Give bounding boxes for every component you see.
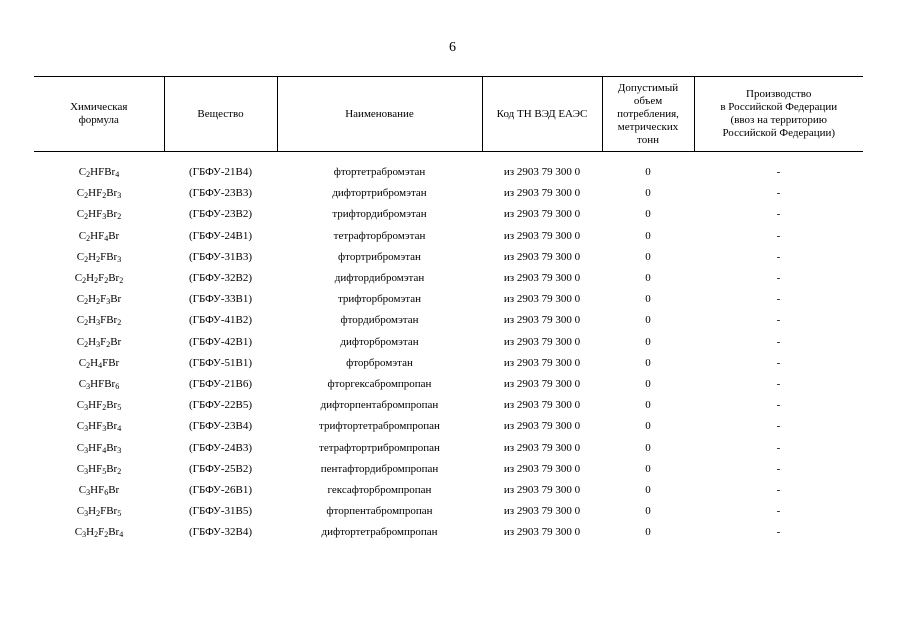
cell-substance: (ГБФУ-33В1): [189, 293, 252, 306]
formula-subscript: 3: [84, 403, 89, 413]
cell-name: дифторбромэтан: [340, 335, 419, 348]
cell-consumption: 0: [645, 441, 651, 454]
cell-production: -: [776, 272, 781, 285]
formula-subscript: 3: [96, 318, 101, 328]
formula-subscript: 3: [117, 254, 122, 264]
cell-substance: (ГБФУ-31В3): [189, 250, 252, 263]
formula-subscript: 2: [86, 360, 91, 370]
table-row: [34, 459, 863, 480]
cell-formula: [34, 416, 164, 437]
header-production: [694, 77, 863, 152]
cell-production: -: [776, 505, 781, 518]
formula-element: C: [74, 272, 83, 285]
formula-element: H: [88, 505, 97, 518]
formula-element: Br: [106, 208, 118, 221]
formula-subscript: 2: [84, 339, 89, 349]
header-code-line: Код ТН ВЭД ЕАЭС: [496, 107, 588, 120]
table-row: [34, 522, 863, 543]
cell-name: дифторпентабромпропан: [320, 399, 439, 412]
cell-consumption: 0: [645, 399, 651, 412]
substances-table: [34, 76, 863, 543]
formula-element: FBr: [100, 250, 118, 263]
formula-element: H: [86, 272, 95, 285]
cell-formula: [34, 268, 164, 289]
cell-consumption: 0: [645, 187, 651, 200]
cell-code: из 2903 79 300 0: [503, 505, 581, 518]
formula-element: HFBr: [90, 377, 116, 390]
formula-subscript: 2: [94, 276, 99, 286]
formula-subscript: 3: [84, 509, 89, 519]
formula-element: C: [76, 420, 85, 433]
formula-subscript: 2: [102, 191, 107, 201]
table-row: [34, 204, 863, 225]
formula-element: Br: [108, 526, 120, 539]
table-row: [34, 395, 863, 416]
header-production-line: Российской Федерации): [722, 127, 836, 139]
formula-subscript: 2: [117, 466, 122, 476]
formula-element: Br: [108, 229, 120, 242]
cell-formula: [34, 459, 164, 480]
cell-name: фтортрибромэтан: [338, 250, 421, 263]
header-production-line: (ввоз на территорию: [730, 114, 827, 126]
header-production-line: в Российской Федерации: [720, 101, 838, 113]
header-formula-line: Химическая: [70, 101, 128, 113]
header-production-line: Производство: [746, 88, 812, 100]
cell-consumption: 0: [645, 314, 651, 327]
cell-substance: (ГБФУ-25В2): [189, 462, 252, 475]
formula-subscript: 3: [82, 530, 87, 540]
table-row: [34, 501, 863, 522]
cell-substance: (ГБФУ-41В2): [189, 314, 252, 327]
formula-subscript: 2: [84, 254, 89, 264]
header-code: [482, 77, 602, 152]
formula-subscript: 2: [117, 212, 122, 222]
formula-element: C: [76, 314, 85, 327]
cell-production: -: [776, 356, 781, 369]
cell-substance: (ГБФУ-31В5): [189, 505, 252, 518]
cell-production: -: [776, 399, 781, 412]
formula-element: FBr: [102, 356, 120, 369]
table-row: [34, 247, 863, 268]
cell-production: -: [776, 483, 781, 496]
cell-production: -: [776, 314, 781, 327]
formula-element: Br: [106, 187, 118, 200]
cell-consumption: 0: [645, 166, 651, 179]
cell-production: -: [776, 526, 781, 539]
cell-formula: [34, 522, 164, 543]
cell-consumption: 0: [645, 505, 651, 518]
formula-element: C: [76, 208, 85, 221]
cell-formula: [34, 162, 164, 183]
cell-code: из 2903 79 300 0: [503, 293, 581, 306]
table-row: [34, 183, 863, 204]
cell-formula: [34, 501, 164, 522]
formula-subscript: 2: [117, 318, 122, 328]
table-row: [34, 374, 863, 395]
cell-name: тетрафторбромэтан: [333, 229, 426, 242]
cell-consumption: 0: [645, 356, 651, 369]
formula-element: C: [78, 356, 87, 369]
cell-consumption: 0: [645, 526, 651, 539]
formula-element: C: [76, 187, 85, 200]
cell-formula: [34, 480, 164, 501]
table-row: [34, 353, 863, 374]
cell-formula: [34, 332, 164, 353]
cell-name: фтордибромэтан: [340, 314, 419, 327]
formula-subscript: 5: [102, 466, 107, 476]
formula-subscript: 2: [84, 191, 89, 201]
cell-name: фторпентабромпропан: [326, 505, 433, 518]
formula-subscript: 5: [117, 403, 122, 413]
formula-element: Br: [108, 483, 120, 496]
formula-subscript: 2: [96, 509, 101, 519]
cell-consumption: 0: [645, 293, 651, 306]
cell-code: из 2903 79 300 0: [503, 314, 581, 327]
header-consumption-line: тонн: [637, 133, 659, 146]
cell-substance: (ГБФУ-23В4): [189, 420, 252, 433]
cell-substance: (ГБФУ-23В2): [189, 208, 252, 221]
cell-production: -: [776, 462, 781, 475]
table-row: [34, 162, 863, 183]
formula-element: F: [100, 335, 107, 348]
cell-substance: (ГБФУ-24В1): [189, 229, 252, 242]
cell-production: -: [776, 441, 781, 454]
formula-element: H: [88, 335, 97, 348]
cell-code: из 2903 79 300 0: [503, 399, 581, 412]
formula-element: HF: [88, 420, 103, 433]
cell-formula: [34, 437, 164, 458]
cell-code: из 2903 79 300 0: [503, 441, 581, 454]
table-row: [34, 289, 863, 310]
formula-subscript: 2: [94, 530, 99, 540]
formula-element: C: [78, 229, 87, 242]
header-consumption-line: метрических: [617, 120, 679, 133]
cell-code: из 2903 79 300 0: [503, 272, 581, 285]
header-substance-line: Вещество: [197, 107, 244, 120]
cell-formula: [34, 353, 164, 374]
formula-element: HF: [88, 441, 103, 454]
cell-production: -: [776, 293, 781, 306]
formula-element: Br: [108, 272, 120, 285]
cell-production: -: [776, 187, 781, 200]
formula-element: H: [88, 250, 97, 263]
table-row: [34, 268, 863, 289]
formula-element: C: [74, 526, 83, 539]
header-name: [277, 77, 482, 152]
cell-code: из 2903 79 300 0: [503, 250, 581, 263]
cell-production: -: [776, 420, 781, 433]
formula-subscript: 3: [84, 445, 89, 455]
formula-subscript: 3: [86, 381, 91, 391]
cell-name: дифтортрибромэтан: [332, 187, 427, 200]
cell-name: гексафторбромпропан: [327, 483, 432, 496]
cell-code: из 2903 79 300 0: [503, 377, 581, 390]
cell-production: -: [776, 229, 781, 242]
formula-subscript: 3: [117, 191, 122, 201]
cell-code: из 2903 79 300 0: [503, 483, 581, 496]
formula-element: C: [78, 166, 87, 179]
formula-subscript: 4: [102, 445, 107, 455]
formula-element: C: [76, 441, 85, 454]
formula-subscript: 3: [102, 424, 107, 434]
cell-consumption: 0: [645, 483, 651, 496]
header-substance: [164, 77, 277, 152]
formula-subscript: 4: [104, 233, 109, 243]
header-formula-line: формула: [78, 114, 119, 126]
cell-consumption: 0: [645, 462, 651, 475]
formula-element: C: [76, 335, 85, 348]
cell-name: фторбромэтан: [346, 356, 413, 369]
cell-formula: [34, 204, 164, 225]
formula-subscript: 3: [117, 445, 122, 455]
cell-production: -: [776, 208, 781, 221]
table-row: [34, 416, 863, 437]
table-header-row: [34, 77, 863, 152]
formula-subscript: 2: [84, 318, 89, 328]
cell-production: -: [776, 377, 781, 390]
header-name-line: Наименование: [345, 107, 414, 120]
formula-subscript: 4: [115, 170, 120, 180]
formula-element: Br: [106, 441, 118, 454]
formula-subscript: 4: [119, 530, 124, 540]
cell-name: трифторбромэтан: [337, 293, 422, 306]
cell-name: пентафтордибромпропан: [320, 462, 439, 475]
cell-code: из 2903 79 300 0: [503, 187, 581, 200]
formula-element: H: [88, 293, 97, 306]
cell-formula: [34, 395, 164, 416]
page-number: 6: [449, 40, 456, 55]
formula-subscript: 2: [102, 403, 107, 413]
cell-name: тетрафтортрибромпропан: [319, 441, 440, 454]
cell-formula: [34, 374, 164, 395]
formula-element: FBr: [100, 314, 118, 327]
cell-consumption: 0: [645, 208, 651, 221]
cell-name: дифтордибромэтан: [334, 272, 425, 285]
formula-element: H: [90, 356, 99, 369]
header-formula: [34, 77, 164, 152]
cell-code: из 2903 79 300 0: [503, 335, 581, 348]
formula-element: C: [76, 505, 85, 518]
formula-subscript: 2: [96, 254, 101, 264]
cell-substance: (ГБФУ-21В4): [189, 166, 252, 179]
formula-element: Br: [106, 462, 118, 475]
cell-code: из 2903 79 300 0: [503, 526, 581, 539]
formula-element: HF: [90, 229, 105, 242]
cell-consumption: 0: [645, 377, 651, 390]
formula-element: Br: [110, 335, 122, 348]
formula-subscript: 2: [84, 212, 89, 222]
formula-element: HF: [88, 462, 103, 475]
formula-element: Br: [106, 420, 118, 433]
cell-code: из 2903 79 300 0: [503, 166, 581, 179]
formula-subscript: 4: [98, 360, 103, 370]
formula-element: Br: [106, 399, 118, 412]
formula-element: C: [76, 399, 85, 412]
cell-code: из 2903 79 300 0: [503, 462, 581, 475]
formula-subscript: 2: [104, 530, 109, 540]
cell-substance: (ГБФУ-22В5): [189, 399, 252, 412]
formula-subscript: 2: [86, 170, 91, 180]
cell-formula: [34, 247, 164, 268]
cell-formula: [34, 183, 164, 204]
header-consumption-line: потребления,: [617, 107, 679, 120]
formula-element: H: [86, 526, 95, 539]
formula-element: F: [98, 526, 105, 539]
cell-formula: [34, 289, 164, 310]
formula-element: F: [100, 293, 107, 306]
formula-element: F: [98, 272, 105, 285]
cell-consumption: 0: [645, 272, 651, 285]
formula-element: C: [78, 377, 87, 390]
formula-subscript: 2: [119, 276, 124, 286]
cell-consumption: 0: [645, 250, 651, 263]
formula-element: C: [76, 462, 85, 475]
cell-production: -: [776, 250, 781, 263]
cell-code: из 2903 79 300 0: [503, 356, 581, 369]
cell-substance: (ГБФУ-32В4): [189, 526, 252, 539]
formula-subscript: 2: [82, 276, 87, 286]
formula-subscript: 3: [84, 466, 89, 476]
formula-subscript: 4: [117, 424, 122, 434]
cell-substance: (ГБФУ-21В6): [189, 377, 252, 390]
cell-substance: (ГБФУ-51В1): [189, 356, 252, 369]
formula-element: H: [88, 314, 97, 327]
formula-element: C: [76, 293, 85, 306]
header-consumption: [602, 77, 694, 152]
formula-element: HF: [90, 483, 105, 496]
table-row: [34, 310, 863, 331]
formula-subscript: 2: [86, 233, 91, 243]
table-row: [34, 226, 863, 247]
formula-subscript: 3: [102, 212, 107, 222]
cell-consumption: 0: [645, 229, 651, 242]
cell-code: из 2903 79 300 0: [503, 229, 581, 242]
cell-production: -: [776, 166, 781, 179]
table-row: [34, 332, 863, 353]
formula-subscript: 2: [104, 276, 109, 286]
formula-subscript: 2: [106, 339, 111, 349]
cell-consumption: 0: [645, 335, 651, 348]
table-row: [34, 480, 863, 501]
formula-subscript: 3: [106, 297, 111, 307]
table-row: [34, 437, 863, 458]
header-consumption-line: Допустимый: [617, 81, 679, 94]
formula-element: FBr: [100, 505, 118, 518]
cell-substance: (ГБФУ-26В1): [189, 483, 252, 496]
table-body: [34, 152, 863, 544]
formula-subscript: 3: [84, 424, 89, 434]
cell-formula: [34, 310, 164, 331]
formula-element: HFBr: [90, 166, 116, 179]
cell-code: из 2903 79 300 0: [503, 208, 581, 221]
formula-subscript: 2: [84, 297, 89, 307]
formula-subscript: 3: [86, 487, 91, 497]
formula-element: HF: [88, 208, 103, 221]
cell-name: трифтордибромэтан: [332, 208, 427, 221]
formula-element: C: [76, 250, 85, 263]
formula-subscript: 3: [96, 339, 101, 349]
formula-subscript: 2: [96, 297, 101, 307]
formula-element: C: [78, 483, 87, 496]
cell-formula: [34, 226, 164, 247]
header-consumption-line: объем: [633, 94, 663, 107]
cell-substance: (ГБФУ-24В3): [189, 441, 252, 454]
cell-code: из 2903 79 300 0: [503, 420, 581, 433]
cell-substance: (ГБФУ-42В1): [189, 335, 252, 348]
formula-subscript: 5: [117, 509, 122, 519]
cell-substance: (ГБФУ-23В3): [189, 187, 252, 200]
cell-name: фтортетрабромэтан: [333, 166, 426, 179]
cell-name: фторгексабромпропан: [327, 377, 432, 390]
cell-consumption: 0: [645, 420, 651, 433]
formula-element: Br: [110, 293, 122, 306]
cell-substance: (ГБФУ-32В2): [189, 272, 252, 285]
formula-element: HF: [88, 399, 103, 412]
formula-subscript: 6: [115, 381, 120, 391]
cell-production: -: [776, 335, 781, 348]
cell-name: дифтортетрабромпропан: [321, 526, 438, 539]
formula-element: HF: [88, 187, 103, 200]
cell-name: трифтортетрабромпропан: [319, 420, 440, 433]
formula-subscript: 6: [104, 487, 109, 497]
